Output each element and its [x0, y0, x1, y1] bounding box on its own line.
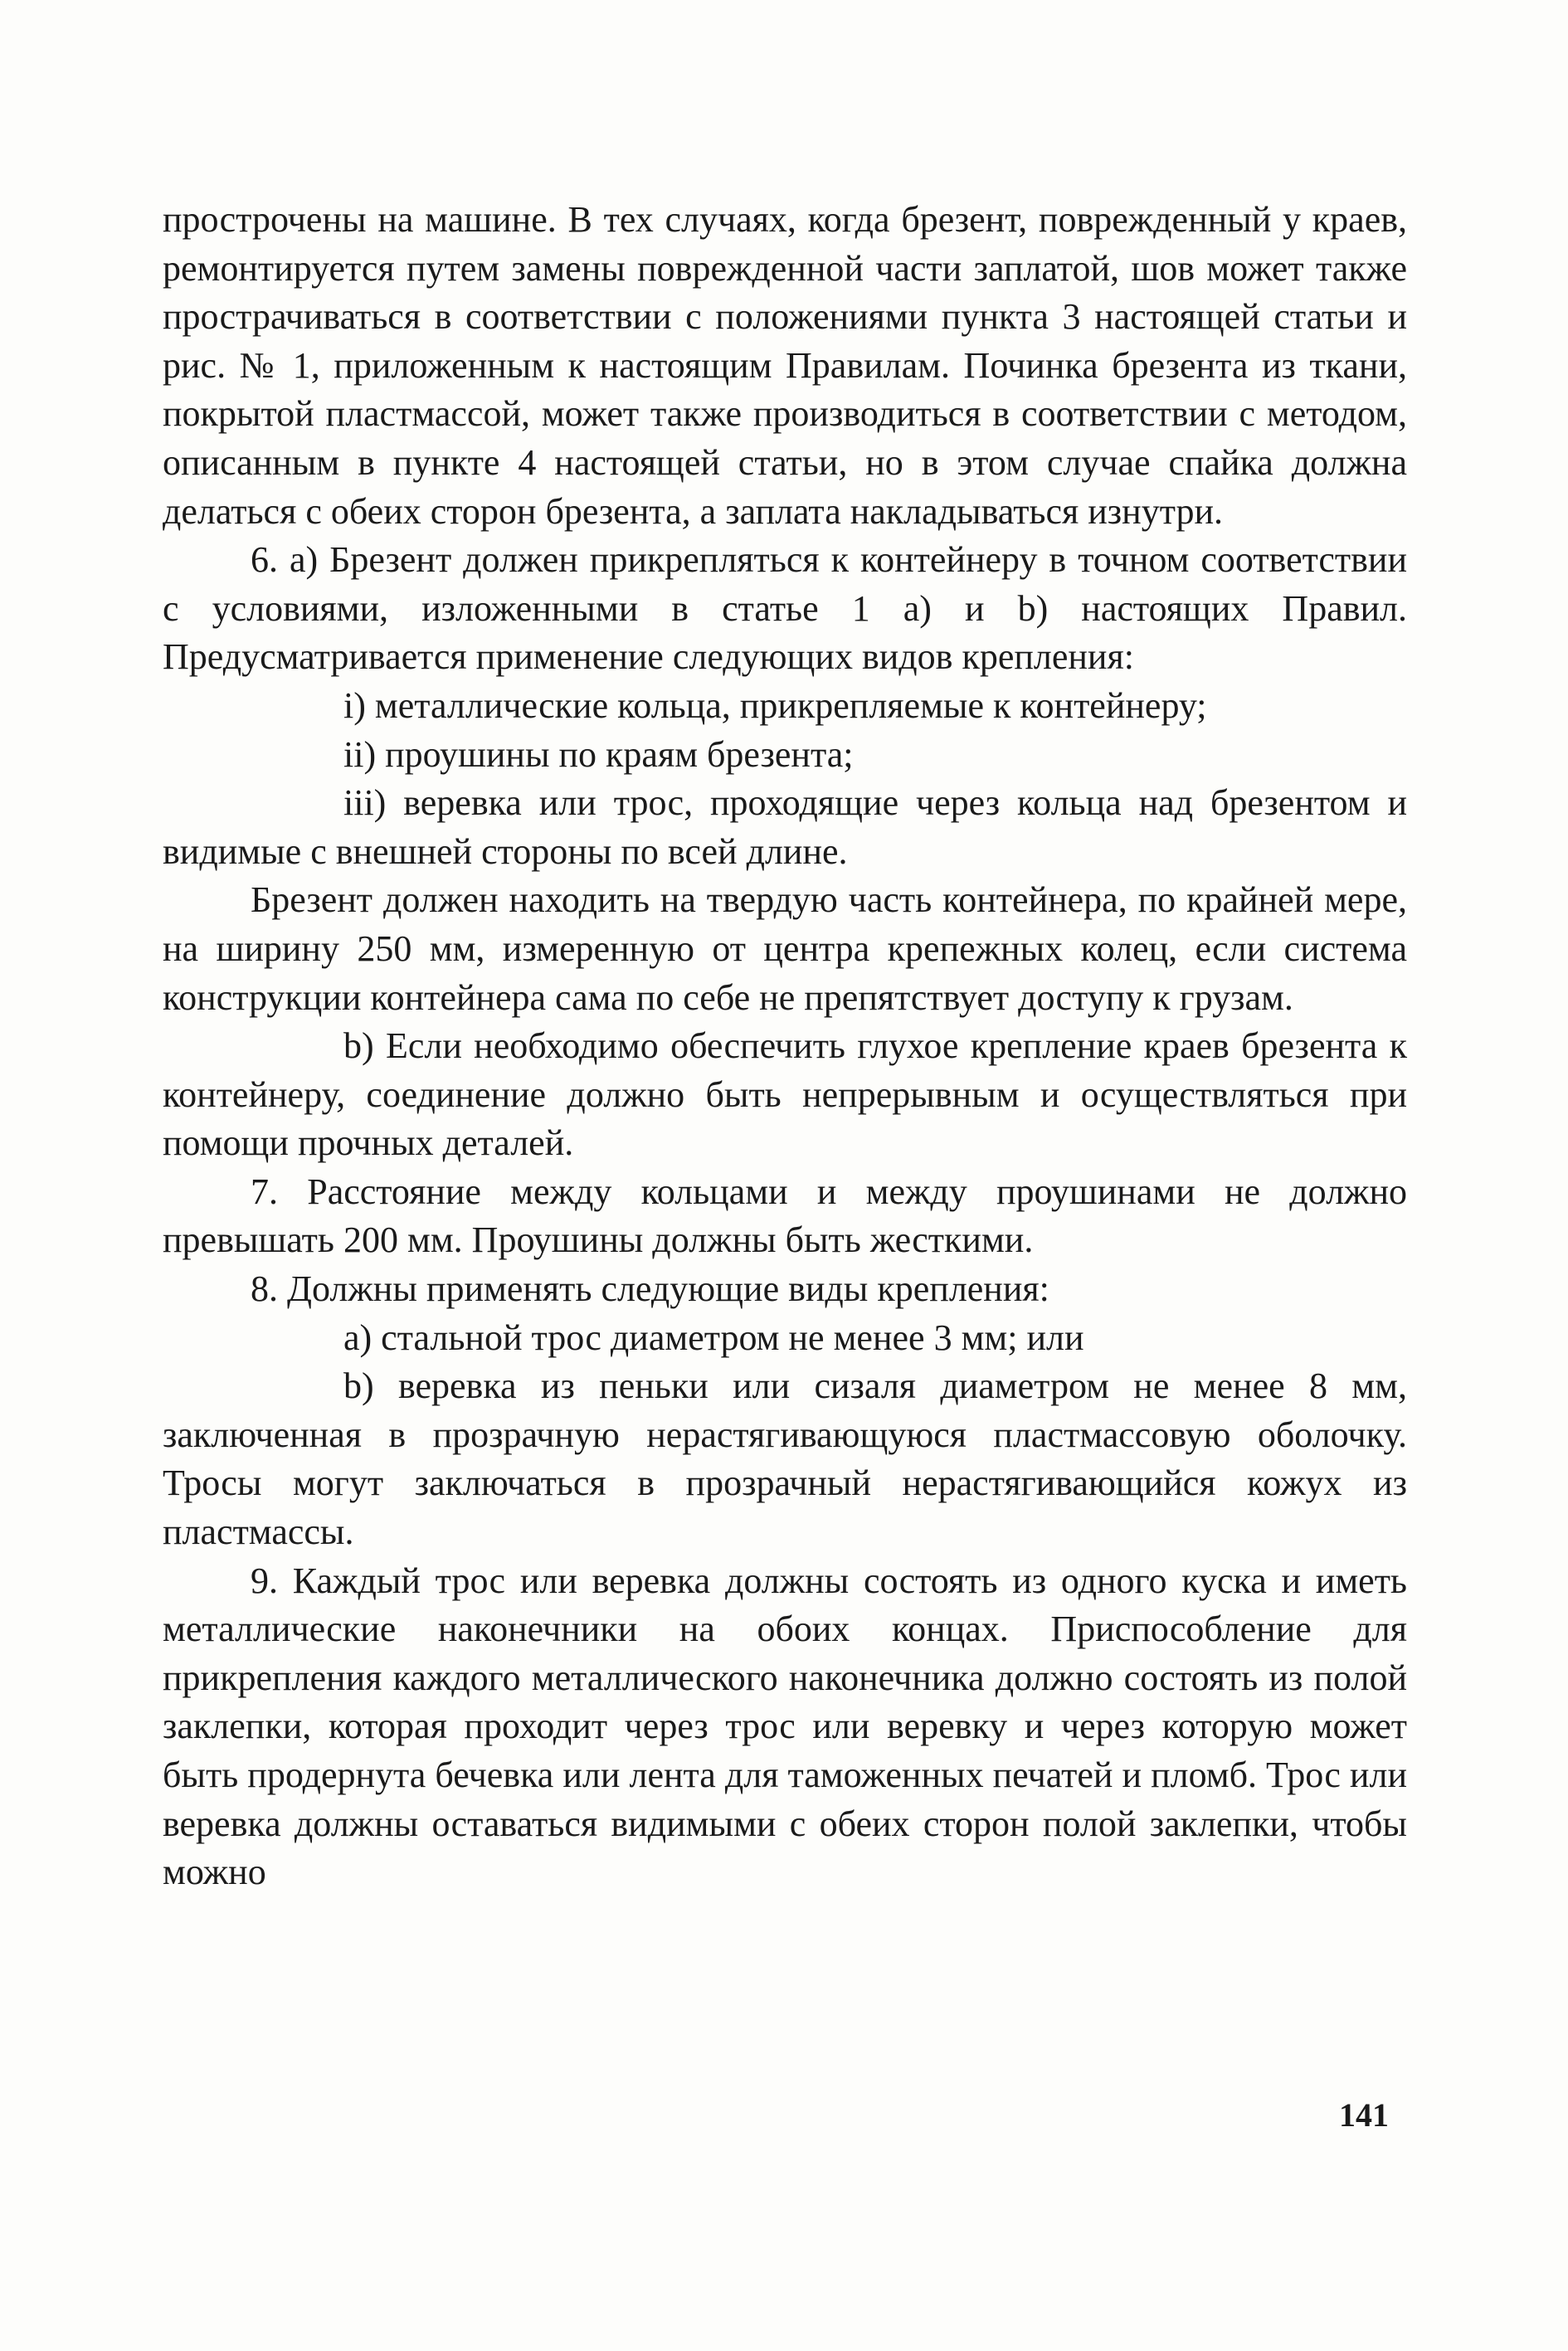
paragraph-item-6a: 6. а) Брезент должен прикрепляться к контейнеру в точном соответствии с условиями, изложенными в статье 1 а) и b) настоящих Правил. Предусматривается применение следующих видов крепления:: [163, 539, 1407, 678]
paragraph-continuation: прострочены на машине. В тех случаях, когда брезент, поврежденный у краев, ремонтируется путем замены поврежденной части заплатой, шов может также прострачиваться в соответствии с положениями пункта 3 настоящей статьи и рис. № 1, приложенным к настоящим Правилам. Починка брезента из ткани, покрытой пластмассой, может также производиться в соответствии с методом, описанным в пункте 4 настоящей статьи, но в этом случае спайка должна делаться с обеих сторон брезента, а заплата накладываться изнутри.: [163, 199, 1407, 532]
list-item-iii: iii) веревка или трос, проходящие через кольца над брезентом и видимые с внешней стороны по всей длине.: [163, 782, 1407, 872]
body-text: [163, 196, 1407, 1897]
paragraph-item-6b: b) Если необходимо обеспечить глухое крепление краев брезента к контейнеру, соединение должно быть непрерывным и осуществляться при помощи прочных деталей.: [163, 1025, 1407, 1164]
paragraph-item-9: 9. Каждый трос или веревка должны состоять из одного куска и иметь металлические наконечники на обоих концах. Приспособление для прикрепления каждого металлического наконечника должно состоять из полой заклепки, которая проходит через трос или веревку и через которую может быть продернута бечевка или лента для таможенных печатей и пломб. Трос или веревка должны оставаться видимыми с обеих сторон полой заклепки, чтобы можно: [163, 1560, 1407, 1893]
list-item-8b: b) веревка из пеньки или сизаля диаметром не менее 8 мм, заключенная в прозрачную нерастягивающуюся пластмассовую оболочку. Тросы могут заключаться в прозрачный нерастягивающийся кожух из пластмассы.: [163, 1365, 1407, 1553]
page-number: 141: [1339, 2096, 1389, 2134]
list-item-ii: ii) проушины по краям брезента;: [343, 733, 854, 775]
paragraph-item-8: 8. Должны применять следующие виды крепления:: [251, 1268, 1049, 1310]
paragraph-item-7: 7. Расстояние между кольцами и между проушинами не должно превышать 200 мм. Проушины должны быть жесткими.: [163, 1171, 1407, 1261]
paragraph-overlap: Брезент должен находить на твердую часть контейнера, по крайней мере, на ширину 250 мм, измеренную от центра крепежных колец, если система конструкции контейнера сама по себе не препятствует доступу к грузам.: [163, 879, 1407, 1018]
list-item-i: i) металлические кольца, прикрепляемые к контейнеру;: [343, 684, 1207, 726]
list-item-8a: а) стальной трос диаметром не менее 3 мм; или: [343, 1317, 1084, 1358]
